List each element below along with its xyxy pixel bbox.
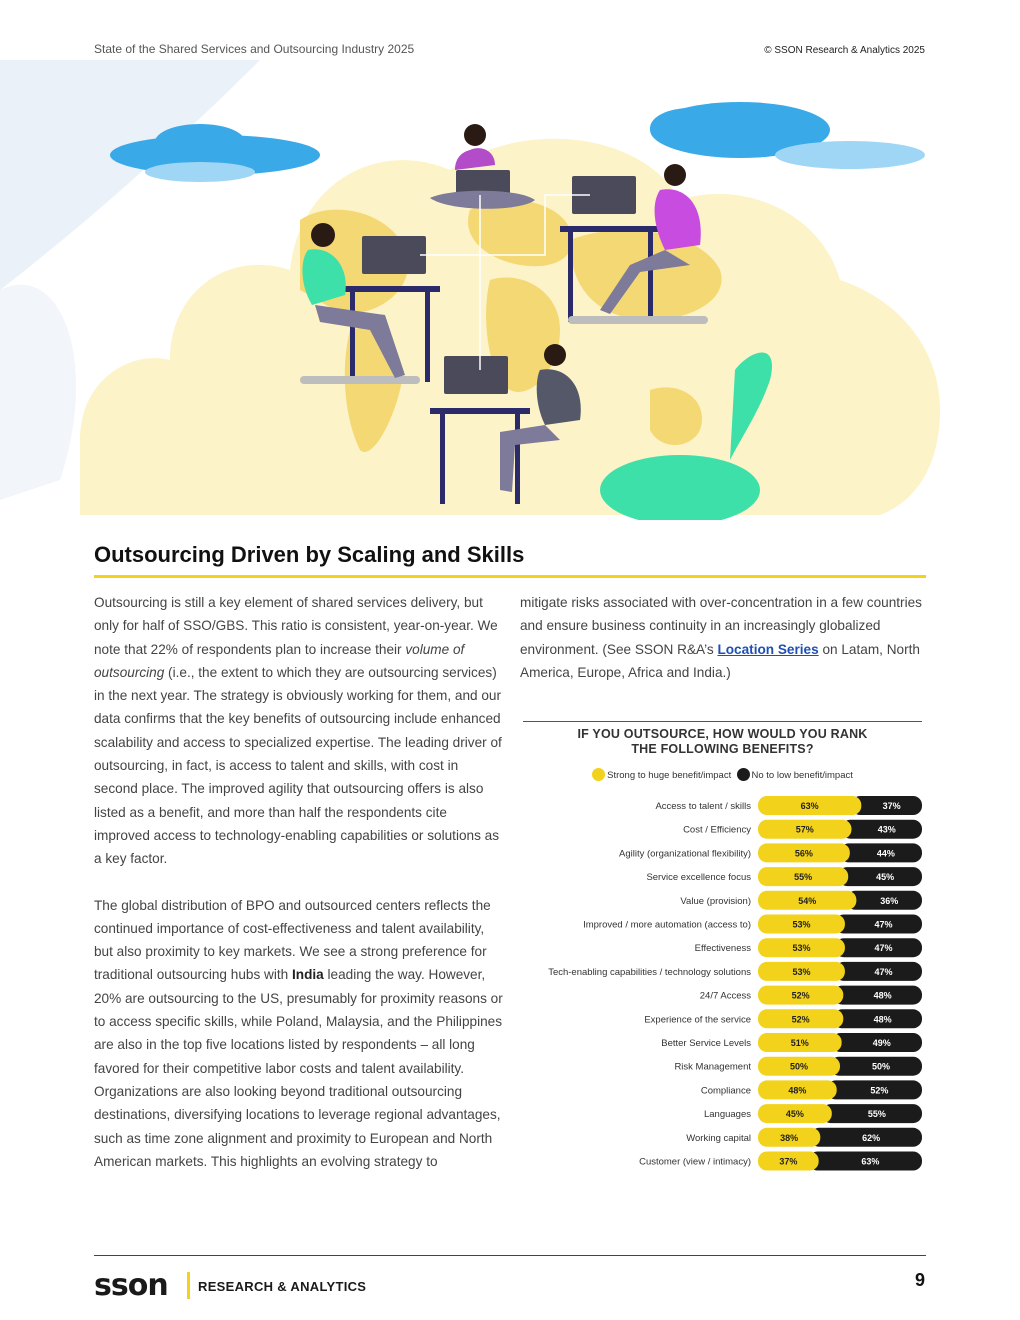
data-label-strong: 53% — [792, 943, 811, 954]
sson-logo: sson — [94, 1268, 168, 1303]
data-label-low: 47% — [874, 919, 893, 930]
data-label-low: 52% — [870, 1085, 889, 1096]
category-label: Working capital — [686, 1132, 751, 1144]
data-label-low: 43% — [877, 824, 896, 835]
paragraph: Outsourcing is still a key element of shared services delivery, but only for half of SSO/GBS. This ratio is consistent, year-on-year. We note that 22% of respondents plan to increase their volume of outsourcing (i.e., the extent to which they are outsourcing services) in the next year. The strategy is obviously working for them, and our data confirms that the key benefits of outsourcing include enhanced scalability and access to specialized expertise. The leading driver of outsourcing, in fact, is access to talent and skills, with cost in second place. The improved agility that outsourcing offers is also listed as a benefit, and more than half the respondents cite improved access to technology-enabling capabilities or solutions as a key factor. — [94, 595, 502, 867]
chart-title — [523, 727, 922, 757]
paragraph: The global distribution of BPO and outsourced centers reflects the continued importance of cost-effectiveness and talent availability, but also proximity to key markets. We see a strong preference for traditional outsourcing hubs with India leading the way. However, 20% are outsourcing to the US, presumably for proximity reasons or to access specific skills, while Poland, Malaysia, and the Philippines are also in the top five locations listed by respondents – all long favored for their competitive labor costs and talent availability. Organizations are also looking beyond traditional outsourcing destinations, diversifying locations to leverage regional advantages, such as time zone alignment and proximity to European and North American markets. This highlights an evolving strategy to — [94, 897, 503, 1169]
data-label-strong: 57% — [795, 824, 814, 835]
chart-legend — [523, 768, 922, 781]
data-label-strong: 53% — [792, 919, 811, 930]
legend-swatch-low — [737, 768, 750, 781]
data-label-strong: 53% — [792, 966, 811, 977]
data-label-low: 55% — [867, 1109, 886, 1120]
location-series-link[interactable]: Location Series — [717, 641, 819, 657]
data-label-low: 63% — [861, 1156, 880, 1167]
data-label-strong: 63% — [800, 801, 819, 811]
category-label: Customer (view / intimacy) — [639, 1156, 751, 1168]
category-label: Access to talent / skills — [655, 801, 751, 812]
emphasis-india: India — [291, 967, 324, 983]
section-title: Outsourcing Driven by Scaling and Skills — [94, 542, 525, 567]
title-divider — [94, 575, 926, 578]
category-label: Risk Management — [674, 1061, 751, 1073]
paragraph: mitigate risks associated with over-concentration in a few countries and ensure business continuity in an increasingly globalized environment. (See SSON R&A’s Location Series on Latam, North America, Europe, Africa and India.) — [520, 595, 922, 680]
data-label-strong: 55% — [794, 872, 813, 883]
category-label: Cost / Efficiency — [683, 824, 751, 836]
category-label: Effectiveness — [694, 943, 751, 955]
data-label-low: 44% — [876, 848, 895, 859]
data-label-low: 48% — [873, 1014, 892, 1025]
data-label-strong: 50% — [789, 1061, 809, 1072]
category-label: Value (provision) — [680, 895, 751, 907]
logo-subtitle: RESEARCH & ANALYTICS — [198, 1279, 367, 1294]
data-label-low: 36% — [880, 895, 899, 906]
data-label-strong: 37% — [779, 1156, 798, 1167]
data-label-strong: 45% — [785, 1109, 804, 1120]
category-label: Agility (organizational flexibility) — [619, 848, 751, 860]
logo-divider — [187, 1272, 190, 1299]
data-label-low: 47% — [874, 966, 893, 977]
data-label-low: 50% — [871, 1061, 891, 1072]
chart-divider — [523, 721, 922, 722]
data-label-strong: 38% — [780, 1132, 799, 1143]
chart-title-line: THE FOLLOWING BENEFITS? — [631, 742, 814, 756]
category-label: Improved / more automation (access to) — [583, 919, 751, 931]
emphasis: volume of outsourcing — [94, 641, 465, 680]
data-label-low: 48% — [873, 990, 892, 1001]
data-label-strong: 52% — [791, 990, 810, 1001]
legend-label-low: No to low benefit/impact — [751, 770, 853, 781]
category-label: Tech-enabling capabilities / technology solutions — [548, 966, 751, 978]
remote-work-illustration — [0, 60, 1020, 520]
category-label: Languages — [703, 1109, 751, 1121]
category-label: Service excellence focus — [646, 872, 751, 884]
category-label: 24/7 Access — [699, 990, 751, 1002]
body-column-right — [520, 591, 930, 684]
data-label-strong: 54% — [798, 895, 817, 906]
page-number: 9 — [914, 1270, 925, 1290]
data-label-strong: 51% — [790, 1038, 809, 1048]
category-label: Better Service Levels — [661, 1038, 751, 1049]
report-title: State of the Shared Services and Outsourcing Industry 2025 — [94, 42, 415, 56]
data-label-strong: 56% — [794, 848, 813, 859]
chart-title-line: IF YOU OUTSOURCE, HOW WOULD YOU RANK — [577, 727, 868, 741]
body-column-left — [94, 591, 504, 1173]
data-label-low: 45% — [876, 872, 895, 883]
data-label-low: 37% — [882, 801, 901, 811]
benefits-bar-chart — [515, 793, 925, 1178]
data-label-low: 62% — [862, 1132, 881, 1143]
data-label-strong: 52% — [791, 1014, 810, 1025]
data-label-low: 47% — [874, 943, 893, 954]
legend-label-strong: Strong to huge benefit/impact — [607, 770, 732, 781]
category-label: Compliance — [700, 1085, 751, 1097]
legend-swatch-strong — [592, 768, 605, 781]
data-label-strong: 48% — [788, 1085, 807, 1096]
footer-divider — [94, 1255, 926, 1256]
copyright: © SSON Research & Analytics 2025 — [764, 45, 925, 56]
category-label: Experience of the service — [644, 1014, 751, 1026]
data-label-low: 49% — [872, 1038, 891, 1048]
